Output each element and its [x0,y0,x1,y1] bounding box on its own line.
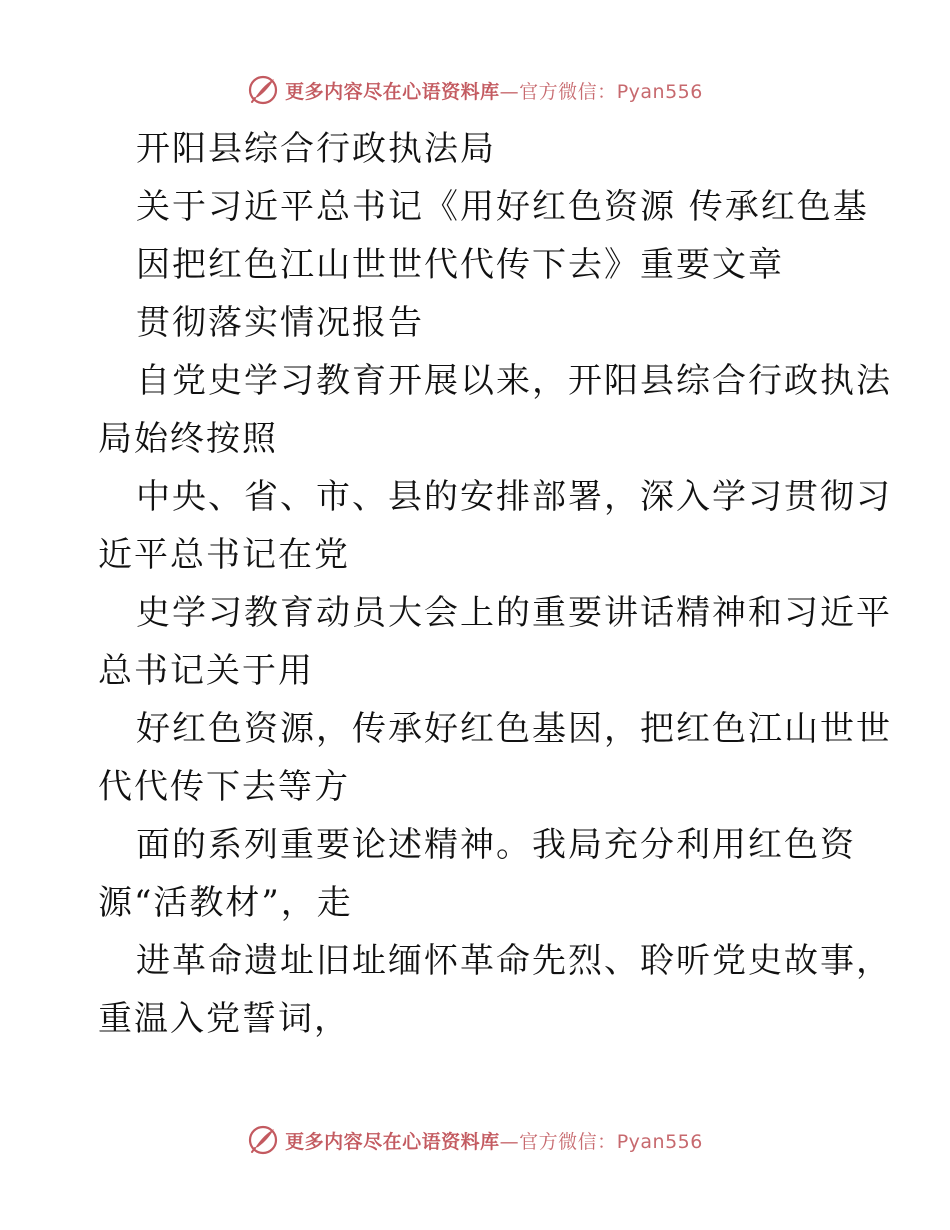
paragraph-line: 中央、省、市、县的安排部署，深入学习贯彻习 [136,477,892,517]
paragraph-line: 局始终按照 [98,419,278,459]
document-body [98,120,892,1048]
watermark-text [285,1127,703,1154]
paragraph-line: 进革命遗址旧址缅怀革命先烈、聆听党史故事， [136,941,892,981]
watermark-main: 更多内容尽在心语资料库 [285,1130,500,1153]
quill-pen-logo-icon [247,1124,279,1156]
watermark-text [285,77,703,104]
watermark-separator: — [499,1130,520,1153]
watermark-footer [0,1120,950,1160]
watermark-separator: — [499,80,520,103]
watermark-header [0,70,950,110]
watermark-main: 更多内容尽在心语资料库 [285,80,500,103]
paragraph-line: 自党史学习教育开展以来，开阳县综合行政执法 [136,361,892,401]
report-title-line: 贯彻落实情况报告 [136,303,424,343]
watermark-sub: 官方微信： [519,1130,617,1153]
paragraph-line: 重温入党誓词， [98,999,350,1039]
paragraph-line: 好红色资源，传承好红色基因，把红色江山世世 [136,709,892,749]
paragraph-line: 近平总书记在党 [98,535,350,575]
report-title-line: 因把红色江山世世代代传下去》重要文章 [136,245,784,285]
org-title-line: 开阳县综合行政执法局 [136,129,496,169]
paragraph-line: 代代传下去等方 [98,767,350,807]
paragraph-line: 面的系列重要论述精神。我局充分利用红色资 [136,825,856,865]
report-title-line: 关于习近平总书记《用好红色资源 传承红色基 [136,187,869,227]
watermark-id: Pyan556 [616,1130,703,1153]
paragraph-line: 史学习教育动员大会上的重要讲话精神和习近平 [136,593,892,633]
quill-pen-logo-icon [247,74,279,106]
paragraph-line: 源“活教材”，走 [98,883,353,923]
watermark-sub: 官方微信： [519,80,617,103]
watermark-id: Pyan556 [616,80,703,103]
paragraph-line: 总书记关于用 [98,651,314,691]
